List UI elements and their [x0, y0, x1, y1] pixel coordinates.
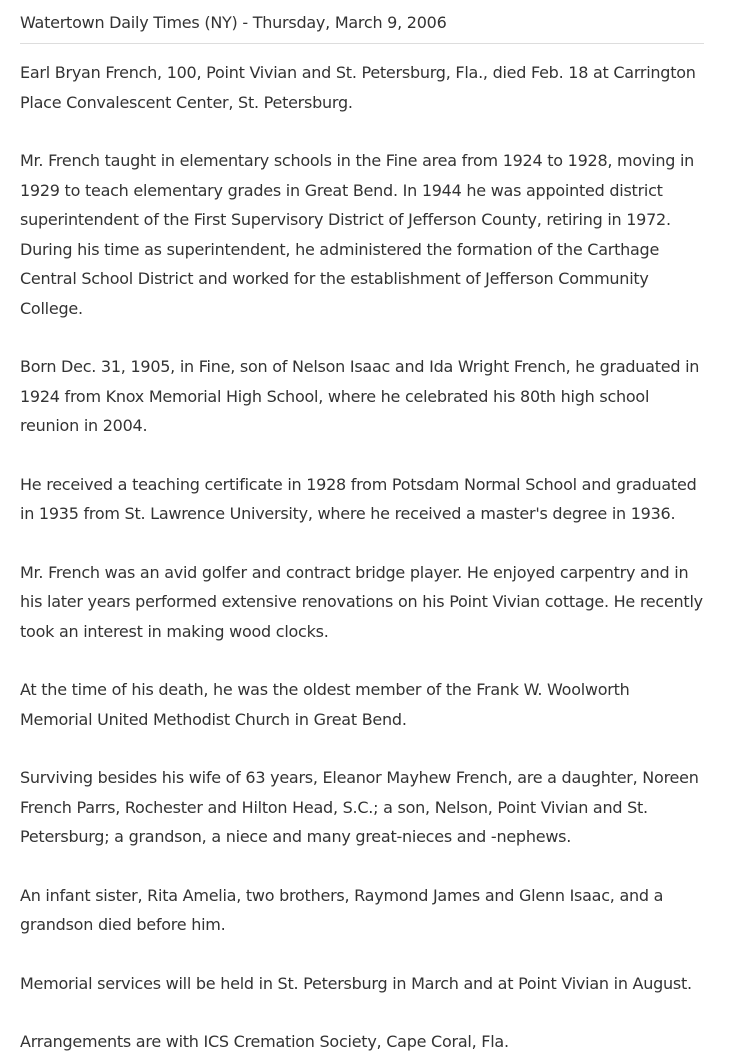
- obituary-article: [20, 44, 704, 1057]
- paragraph-hobbies: Mr. French was an avid golfer and contract bridge player. He enjoyed carpentry and in his later years performed extensive renovations on his Point Vivian cottage. He recently took an interest in making wood clocks.: [20, 562, 703, 641]
- paragraph-career: Mr. French taught in elementary schools in the Fine area from 1924 to 1928, moving in 1929 to teach elementary grades in Great Bend. In 1944 he was appointed district superintendent of the First Supervisory District of Jefferson County, retiring in 1972. During his time as superintendent, he administered the formation of the Carthage Central School District and worked for the establishment of Jefferson Community College.: [20, 151, 695, 318]
- paragraph-survivors: Surviving besides his wife of 63 years, Eleanor Mayhew French, are a daughter, Noreen French Parrs, Rochester and Hilton Head, S.C.; a son, Nelson, Point Vivian and St. Petersburg; a grandson, a niece and many great-nieces and -nephews.: [20, 768, 699, 846]
- source-header: Watertown Daily Times (NY) - Thursday, March 9, 2006: [20, 11, 704, 44]
- paragraph-predeceased: An infant sister, Rita Amelia, two brothers, Raymond James and Glenn Isaac, and a grandson died before him.: [20, 885, 664, 934]
- paragraph-death-notice: Earl Bryan French, 100, Point Vivian and St. Petersburg, Fla., died Feb. 18 at Carrington Place Convalescent Center, St. Petersburg.: [20, 63, 696, 112]
- paragraph-education: He received a teaching certificate in 1928 from Potsdam Normal School and graduated in 1935 from St. Lawrence University, where he received a master's degree in 1936.: [20, 474, 697, 523]
- paragraph-arrangements: Arrangements are with ICS Cremation Society, Cape Coral, Fla.: [20, 1032, 509, 1051]
- paragraph-birth: Born Dec. 31, 1905, in Fine, son of Nelson Isaac and Ida Wright French, he graduated in 1924 from Knox Memorial High School, where he celebrated his 80th high school reunion in 2004.: [20, 357, 700, 435]
- paragraph-church: At the time of his death, he was the oldest member of the Frank W. Woolworth Memorial United Methodist Church in Great Bend.: [20, 680, 630, 729]
- paragraph-memorial-services: Memorial services will be held in St. Petersburg in March and at Point Vivian in August.: [20, 973, 692, 993]
